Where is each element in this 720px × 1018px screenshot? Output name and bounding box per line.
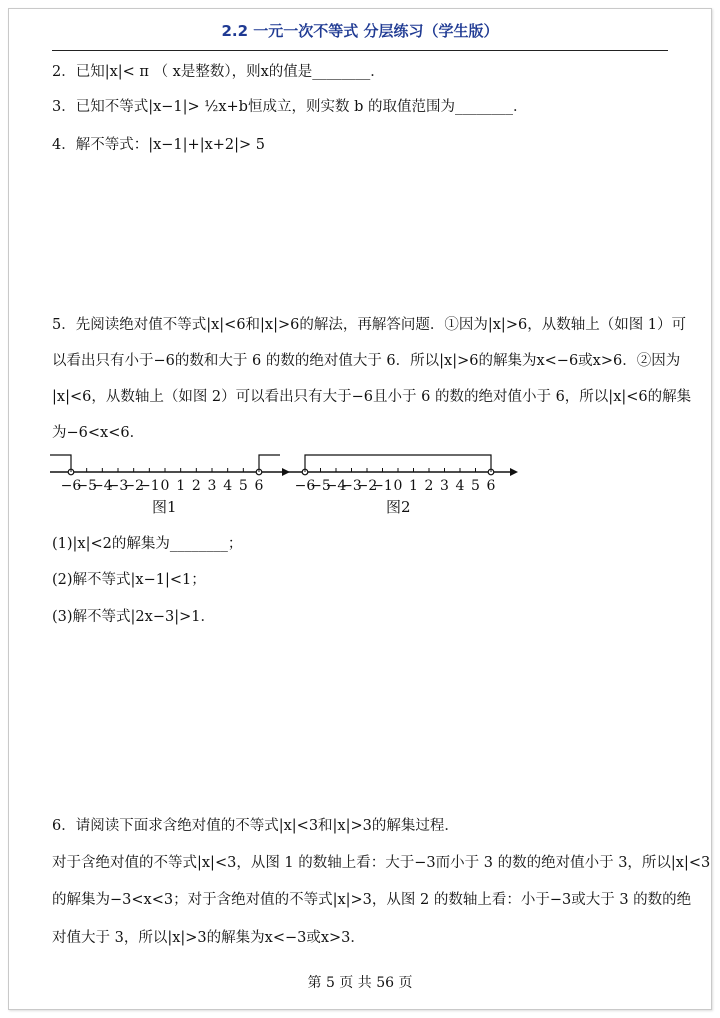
tick-label: 2 <box>191 478 201 494</box>
tick-label: 0 <box>160 478 170 494</box>
question-5-sub-3: (3)解不等式|2x−3|>1． <box>52 609 215 625</box>
tick-label: 4 <box>223 478 233 494</box>
question-5-line-4: 为−6<x<6． <box>52 425 145 441</box>
tick-label: −4 <box>325 478 347 494</box>
tick-label: −3 <box>107 478 129 494</box>
tick-label: −6 <box>60 478 82 494</box>
question-4: 4．解不等式：|x−1|+|x+2|> 5 <box>52 137 266 153</box>
question-6-line-2: 对于含绝对值的不等式|x|<3，从图 1 的数轴上看：大于−3而小于 3 的数的绝对值小于 3，所以|x|<3 <box>52 855 711 871</box>
tick-label: −2 <box>123 478 144 494</box>
question-5-sub-1: (1)|x|<2的解集为________； <box>52 536 243 552</box>
page-footer: 第 5 页 共 56 页 <box>307 975 413 991</box>
tick-label: −5 <box>310 478 331 494</box>
tick-label: 3 <box>440 478 449 494</box>
question-5-line-1: 5．先阅读绝对值不等式|x|<6和|x|>6的解法，再解答问题．①因为|x|>6，从数轴上（如图 1）可 <box>52 317 687 333</box>
tick-label: 5 <box>471 478 480 494</box>
tick-label: 6 <box>486 478 496 494</box>
tick-label: 6 <box>254 478 264 494</box>
tick-label: 3 <box>207 478 217 494</box>
tick-label: 1 <box>409 478 418 494</box>
question-5-line-3: |x|<6，从数轴上（如图 2）可以看出只有大于−6且小于 6 的数的绝对值小于 6，所以|x|<6的解集 <box>52 389 692 405</box>
question-5-line-2: 以看出只有小于−6的数和大于 6 的数的绝对值大于 6．所以|x|>6的解集为x<−6或x>6．②因为 <box>52 353 681 369</box>
tick-label: 2 <box>424 478 434 494</box>
question-6-line-1: 6．请阅读下面求含绝对值的不等式|x|<3和|x|>3的解集过程． <box>52 818 459 834</box>
tick-label: −3 <box>341 478 362 494</box>
question-2: 2．已知|x|< π （ x是整数），则x的值是________． <box>52 64 385 80</box>
figure-2-caption: 图2 <box>386 498 411 516</box>
tick-label: −5 <box>76 478 97 494</box>
question-3: 3．已知不等式|x−1|> ½x+b恒成立，则实数 b 的取值范围为________． <box>52 99 528 115</box>
tick-label: −6 <box>294 478 316 494</box>
tick-label: −1 <box>139 478 160 494</box>
tick-label: −2 <box>356 478 378 494</box>
question-6-line-3: 的解集为−3<x<3；对于含绝对值的不等式|x|>3，从图 2 的数轴上看：小于−3或大于 3 的数的绝 <box>52 892 692 908</box>
tick-label: 5 <box>238 478 248 494</box>
tick-label: 1 <box>176 478 186 494</box>
question-6-line-4: 对值大于 3，所以|x|>3的解集为x<−3或x>3． <box>52 930 365 946</box>
tick-label: −1 <box>372 478 393 494</box>
question-5-sub-2: (2)解不等式|x−1|<1； <box>52 572 206 588</box>
figure-1-caption: 图1 <box>152 498 177 516</box>
tick-label: 0 <box>393 478 403 494</box>
header-title: 2.2 一元一次不等式 分层练习（学生版） <box>221 22 499 40</box>
tick-label: 4 <box>455 478 465 494</box>
page-header <box>52 20 668 51</box>
tick-label: −4 <box>92 478 113 494</box>
